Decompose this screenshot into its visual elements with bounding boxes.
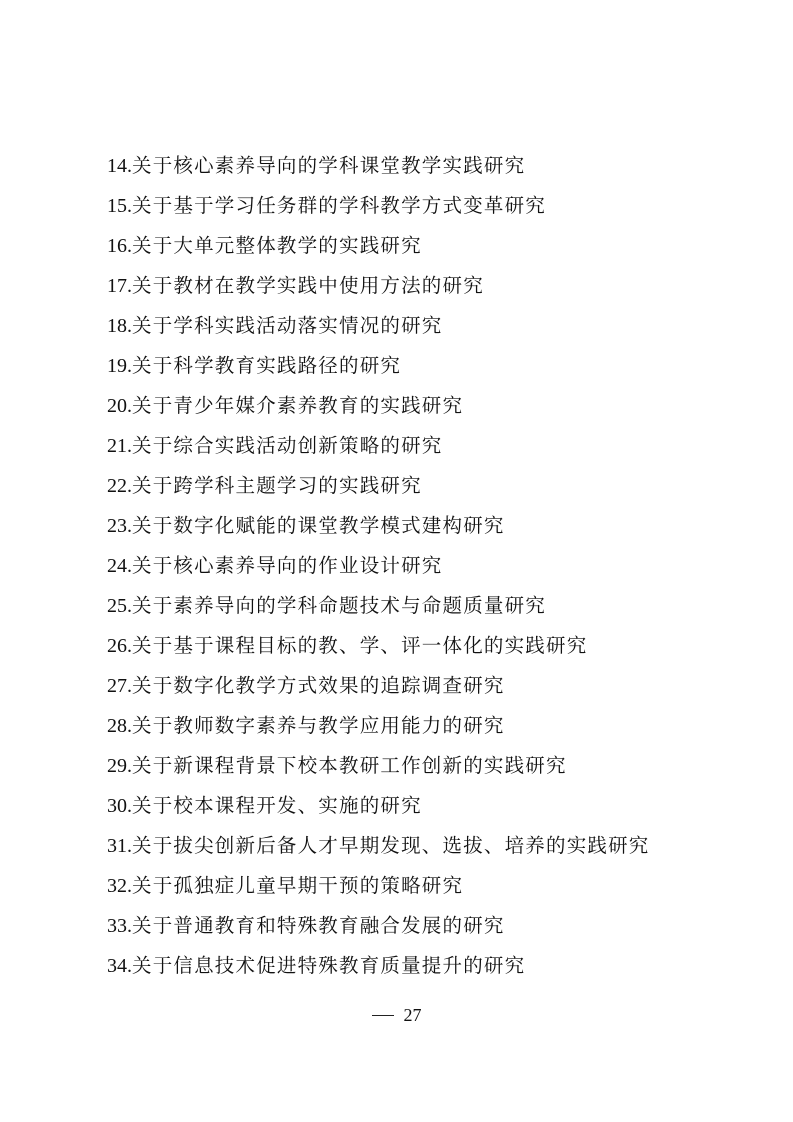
list-item [107, 386, 747, 426]
item-text: 关于教师数字素养与教学应用能力的研究 [132, 714, 505, 737]
item-text: 关于核心素养导向的作业设计研究 [132, 554, 443, 577]
item-number: 32. [107, 875, 132, 897]
item-text: 关于教材在教学实践中使用方法的研究 [132, 274, 484, 297]
item-text: 关于信息技术促进特殊教育质量提升的研究 [132, 954, 526, 977]
item-text: 关于科学教育实践路径的研究 [132, 354, 402, 377]
item-text: 关于孤独症儿童早期干预的策略研究 [132, 874, 464, 897]
item-number: 14. [107, 155, 132, 177]
list-item [107, 826, 747, 866]
item-text: 关于青少年媒介素养教育的实践研究 [132, 394, 464, 417]
item-number: 17. [107, 275, 132, 297]
list-item [107, 706, 747, 746]
list-item [107, 786, 747, 826]
list-item [107, 186, 747, 226]
item-number: 27. [107, 675, 132, 697]
item-text: 关于跨学科主题学习的实践研究 [132, 474, 422, 497]
item-number: 33. [107, 915, 132, 937]
item-text: 关于普通教育和特殊教育融合发展的研究 [132, 914, 505, 937]
page-footer [0, 1000, 793, 1030]
item-number: 26. [107, 635, 132, 657]
list-item [107, 906, 747, 946]
item-number: 30. [107, 795, 132, 817]
item-text: 关于基于学习任务群的学科教学方式变革研究 [132, 194, 547, 217]
page-number: 27 [403, 1005, 422, 1025]
list-item [107, 466, 747, 506]
item-text: 关于数字化教学方式效果的追踪调查研究 [132, 674, 505, 697]
item-text: 关于新课程背景下校本教研工作创新的实践研究 [132, 754, 567, 777]
item-number: 23. [107, 515, 132, 537]
list-item [107, 146, 747, 186]
list-item [107, 586, 747, 626]
research-topic-list [107, 146, 747, 986]
item-text: 关于综合实践活动创新策略的研究 [132, 434, 443, 457]
list-item [107, 226, 747, 266]
item-number: 29. [107, 755, 132, 777]
item-text: 关于大单元整体教学的实践研究 [132, 234, 422, 257]
item-text: 关于基于课程目标的教、学、评一体化的实践研究 [132, 634, 588, 657]
item-number: 19. [107, 355, 132, 377]
item-number: 25. [107, 595, 132, 617]
item-text: 关于校本课程开发、实施的研究 [132, 794, 422, 817]
list-item [107, 666, 747, 706]
item-text: 关于数字化赋能的课堂教学模式建构研究 [132, 514, 505, 537]
list-item [107, 346, 747, 386]
item-number: 18. [107, 315, 132, 337]
list-item [107, 746, 747, 786]
item-text: 关于核心素养导向的学科课堂教学实践研究 [132, 154, 526, 177]
list-item [107, 866, 747, 906]
item-number: 31. [107, 835, 132, 857]
list-item [107, 946, 747, 986]
list-item [107, 426, 747, 466]
list-item [107, 506, 747, 546]
list-item [107, 546, 747, 586]
item-number: 34. [107, 955, 132, 977]
footer-dash [372, 1015, 394, 1016]
item-number: 21. [107, 435, 132, 457]
item-text: 关于学科实践活动落实情况的研究 [132, 314, 443, 337]
item-number: 22. [107, 475, 132, 497]
list-item [107, 626, 747, 666]
item-number: 20. [107, 395, 132, 417]
item-number: 28. [107, 715, 132, 737]
list-item [107, 306, 747, 346]
item-number: 16. [107, 235, 132, 257]
item-number: 24. [107, 555, 132, 577]
item-number: 15. [107, 195, 132, 217]
item-text: 关于素养导向的学科命题技术与命题质量研究 [132, 594, 547, 617]
item-text: 关于拔尖创新后备人才早期发现、选拔、培养的实践研究 [132, 834, 650, 857]
list-item [107, 266, 747, 306]
